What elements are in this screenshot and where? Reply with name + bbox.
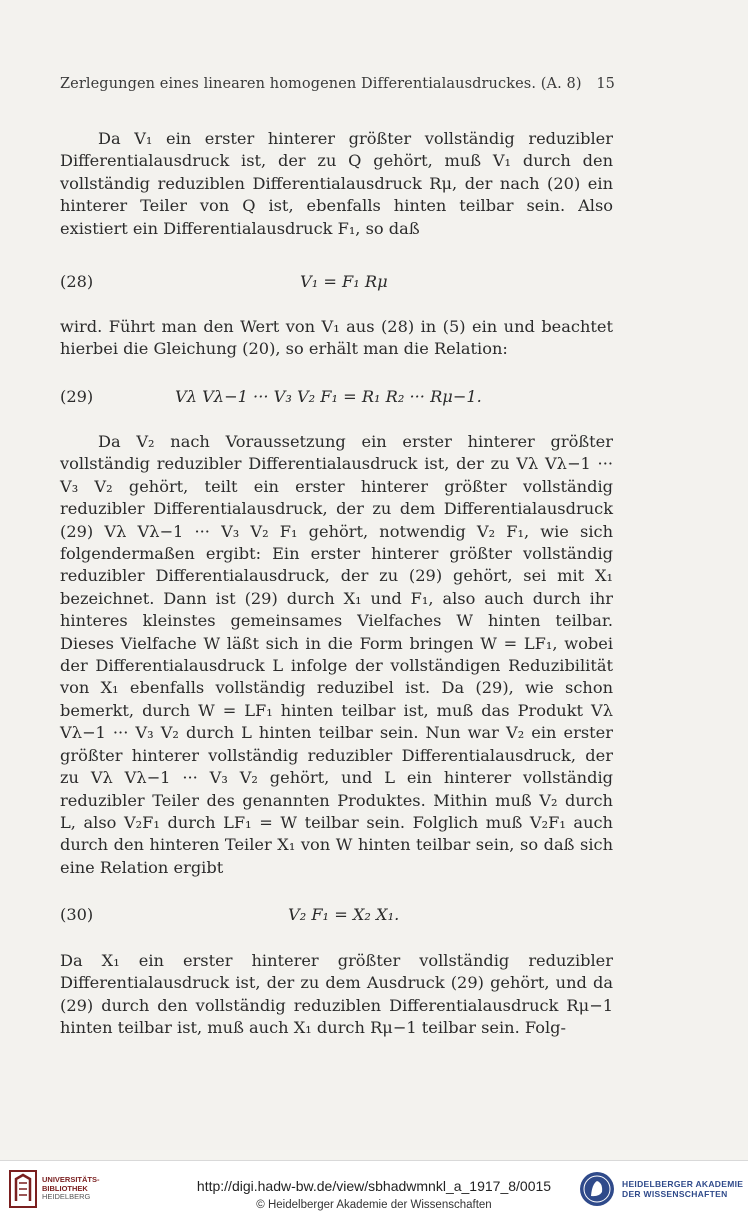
library-name-line3: HEIDELBERG (42, 1192, 91, 1201)
paragraph-4-text: Da X₁ ein erster hinterer größter vollständig reduzibler Differentialausdruck ist, der zu dem Ausdruck (29) gehört, und da (29) durch den vollständig reduziblen Differentialausdruck Rμ−1 hinten teilbar ist, muß auch X₁ durch Rμ−1 teilbar sein. Folg- (60, 951, 613, 1038)
paragraph-1-text: Da V₁ ein erster hinterer größter vollständig reduzibler Differentialausdruck ist, der zu Q gehört, muß V₁ durch den vollständig reduziblen Differentialausdruck Rμ, der nach (20) ein hinterer Teiler von Q ist, ebenfalls hinten teilbar sein. Also existiert ein Differentialausdruck F₁, so daß (60, 129, 613, 238)
library-name-line1: UNIVERSITÄTS- (42, 1175, 100, 1184)
equation-number: (29) (60, 387, 94, 406)
academy-seal-icon (578, 1170, 616, 1208)
page-number: 15 (596, 76, 615, 92)
equation-formula: Vλ Vλ−1 ··· V₃ V₂ F₁ = R₁ R₂ ··· Rμ−1. (175, 387, 482, 406)
paragraph-4 (60, 950, 613, 1040)
equation-29 (60, 387, 613, 411)
academy-name-line2: DER WISSENSCHAFTEN (622, 1189, 728, 1199)
paragraph-3 (60, 431, 613, 879)
equation-formula: V₂ F₁ = X₂ X₁. (288, 905, 400, 924)
source-url-link[interactable]: http://digi.hadw-bw.de/view/sbhadwmnkl_a_1917_8/0015 (196, 1178, 552, 1194)
equation-number: (30) (60, 905, 94, 924)
footer (0, 1160, 748, 1217)
academy-name (622, 1179, 743, 1199)
equation-30 (60, 905, 613, 929)
paragraph-2 (60, 316, 613, 361)
paragraph-1 (60, 128, 613, 240)
paragraph-3-text: Da V₂ nach Voraussetzung ein erster hinterer größter vollständig reduzibler Differentialausdruck ist, der zu Vλ Vλ−1 ··· V₃ V₂ gehört, teilt ein erster hinterer größter vollständig reduzibler Differentialausdruck, der zu dem Differentialausdruck (29) Vλ Vλ−1 ··· V₃ V₂ F₁ gehört, notwendig V₂ F₁, wie sich folgendermaßen ergibt: Ein erster hinterer größter vollständig reduzibler Differentialausdruck, der zu (29) gehört, sei mit X₁ bezeichnet. Dann ist (29) durch X₁ und F₁, also auch durch ihr hinteres kleinstes gemeinsames Vielfaches W hinten teilbar. Dieses Vielfache W läßt sich in die Form bringen W = LF₁, wobei der Differentialausdruck L infolge der vollständigen Reduzibilität von X₁ ebenfalls vollständig reduzibel ist. Da (29), wie schon bemerkt, durch W = LF₁ hinten teilbar ist, muß das Produkt Vλ Vλ−1 ··· V₃ V₂ durch L hinten teilbar sein. Nun war V₂ ein erster größter hinterer vollständig reduzibler Differentialausdruck, der zu Vλ Vλ−1 ··· V₃ V₂ gehört, und L ein hinterer vollständig reduzibler Teiler des genannten Produktes. Mithin muß V₂ durch L, also V₂F₁ durch LF₁ = W teilbar sein. Folglich muß V₂F₁ auch durch den hinteren Teiler X₁ von W hinten teilbar sein, so daß sich eine Relation ergibt (60, 432, 613, 877)
academy-name-line1: HEIDELBERGER AKADEMIE (622, 1179, 744, 1189)
equation-28 (60, 272, 613, 296)
paragraph-2-text: wird. Führt man den Wert von V₁ aus (28) in (5) ein und beachtet hierbei die Gleichung (20), so erhält man die Relation: (60, 317, 613, 359)
running-title: Zerlegungen eines linearen homogenen Differentialausdruckes. (A. 8) (60, 76, 582, 92)
copyright-notice: © Heidelberger Akademie der Wissenschaften (256, 1199, 492, 1211)
equation-number: (28) (60, 272, 94, 291)
equation-formula: V₁ = F₁ Rμ (300, 272, 388, 291)
library-name-line2: BIBLIOTHEK (42, 1183, 88, 1193)
running-head (60, 76, 615, 92)
